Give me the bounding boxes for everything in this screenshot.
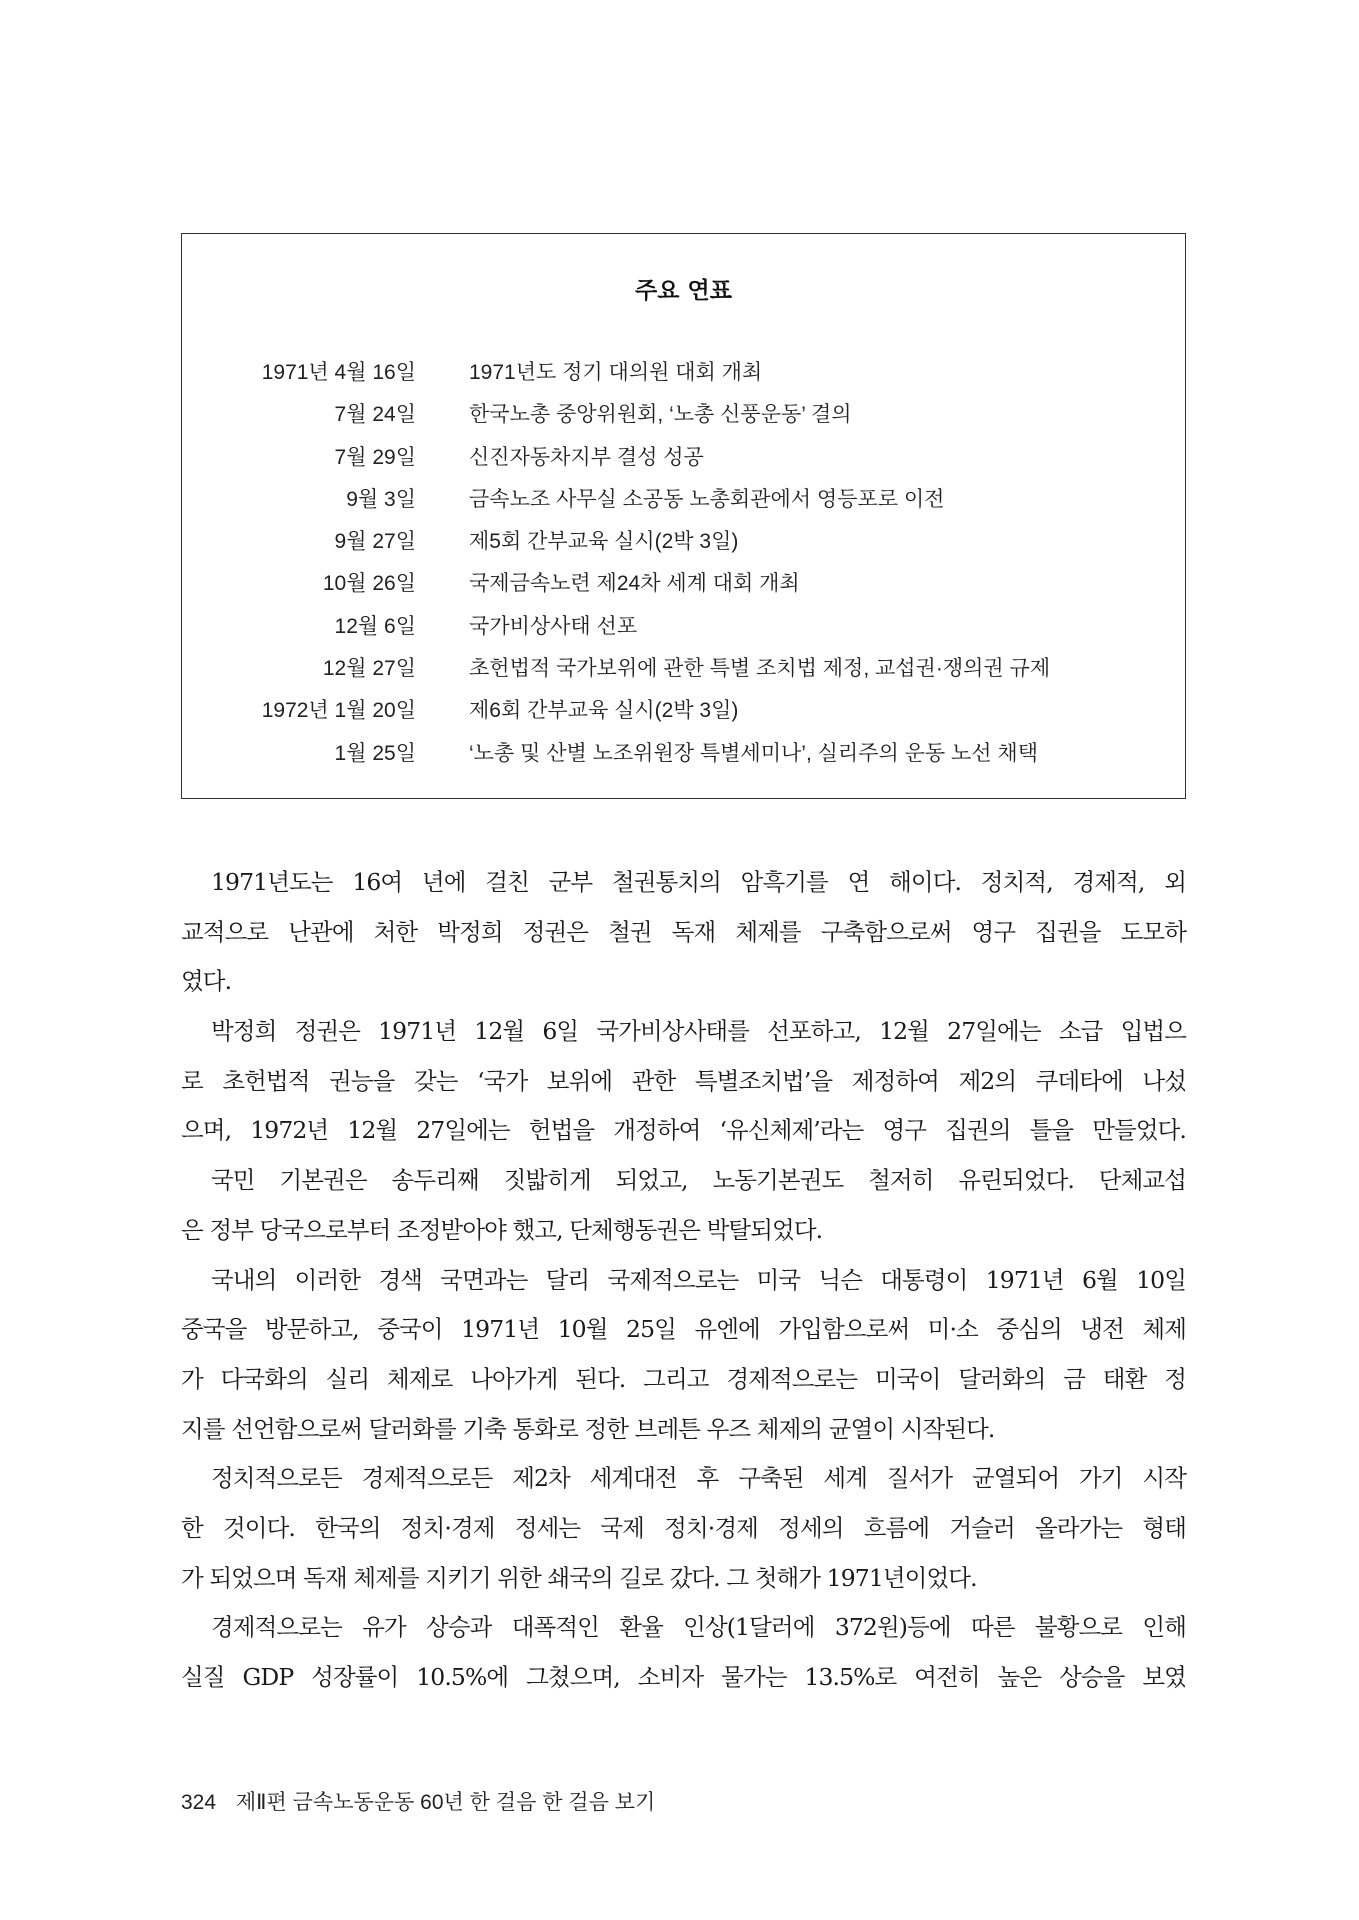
body-line: 가 되었으며 독재 체제를 지키기 위한 쇄국의 길로 갔다. 그 첫해가 1971년이었다.: [181, 1563, 977, 1592]
body-line: 한 것이다. 한국의 정치·경제 정세는 국제 정치·경제 정세의 흐름에 거슬러 올라가는 형태: [181, 1513, 1186, 1542]
body-line: 교적으로 난관에 처한 박정희 정권은 철권 독재 체제를 구축함으로써 영구 집권을 도모하: [181, 917, 1186, 946]
timeline-row: [182, 483, 1185, 525]
timeline-event: 국가비상사태 선포: [469, 614, 638, 638]
body-line: 국내의 이러한 경색 국면과는 달리 국제적으로는 미국 닉슨 대통령이 1971년 6월 10일: [211, 1265, 1186, 1294]
timeline-list: [182, 356, 1185, 779]
body-text: [181, 858, 1186, 1703]
timeline-event: 국제금속노련 제24차 세계 대회 개최: [469, 572, 800, 596]
timeline-row: [182, 567, 1185, 609]
timeline-date: 7월 24일: [334, 403, 416, 427]
timeline-date: 1971년 4월 16일: [261, 361, 416, 384]
timeline-event: 1971년도 정기 대의원 대회 개최: [469, 361, 763, 384]
timeline-event: 제5회 간부교육 실시(2박 3일): [469, 530, 739, 554]
body-line: 중국을 방문하고, 중국이 1971년 10월 25일 유엔에 가입함으로써 미·소 중심의 냉전 체제: [181, 1315, 1186, 1344]
body-line: 였다.: [181, 967, 232, 996]
timeline-row: [182, 398, 1185, 440]
body-line: 실질 GDP 성장률이 10.5%에 그쳤으며, 소비자 물가는 13.5%로 여전히 높은 상승을 보였: [181, 1663, 1186, 1691]
body-line: 로 초헌법적 권능을 갖는 ‘국가 보위에 관한 특별조치법’을 제정하여 제2의 쿠데타에 나섰: [181, 1066, 1186, 1095]
timeline-box: [181, 233, 1186, 799]
timeline-row: [182, 441, 1185, 483]
timeline-row: [182, 737, 1185, 779]
body-line: 박정희 정권은 1971년 12월 6일 국가비상사태를 선포하고, 12월 27일에는 소급 입법으: [211, 1017, 1186, 1046]
body-line: 으며, 1972년 12월 27일에는 헌법을 개정하여 ‘유신체제’라는 영구 집권의 틀을 만들었다.: [181, 1116, 1186, 1145]
timeline-row: [182, 652, 1185, 694]
timeline-event: 제6회 간부교육 실시(2박 3일): [469, 699, 739, 723]
running-title: 제Ⅱ편 금속노동운동 60년 한 걸음 한 걸음 보기: [235, 1791, 656, 1814]
timeline-event: 금속노조 사무실 소공동 노총회관에서 영등포로 이전: [469, 487, 945, 511]
timeline-date: 1972년 1월 20일: [261, 699, 416, 723]
timeline-row: [182, 525, 1185, 567]
body-line: 정치적으로든 경제적으로든 제2차 세계대전 후 구축된 세계 질서가 균열되어 가기 시작: [211, 1464, 1186, 1493]
timeline-title: 주요 연표: [635, 278, 732, 304]
timeline-event: 신진자동차지부 결성 성공: [469, 445, 704, 469]
body-line: 국민 기본권은 송두리째 짓밟히게 되었고, 노동기본권도 철저히 유린되었다. 단체교섭: [211, 1166, 1186, 1195]
timeline-date: 7월 29일: [334, 445, 416, 469]
timeline-date: 1월 25일: [334, 741, 416, 765]
body-line: 가 다국화의 실리 체제로 나아가게 된다. 그리고 경제적으로는 미국이 달러화의 금 태환 정: [181, 1364, 1186, 1393]
body-line: 은 정부 당국으로부터 조정받아야 했고, 단체행동권은 박탈되었다.: [181, 1215, 823, 1244]
body-line: 1971년도는 16여 년에 걸친 군부 철권통치의 암흑기를 연 해이다. 정치적, 경제적, 외: [211, 868, 1186, 896]
timeline-date: 10월 26일: [322, 572, 416, 596]
timeline-event: 초헌법적 국가보위에 관한 특별 조치법 제정, 교섭권·쟁의권 규제: [469, 657, 1051, 681]
timeline-row: [182, 356, 1185, 398]
timeline-date: 12월 6일: [334, 614, 416, 638]
page-number: 324: [181, 1791, 217, 1814]
page-footer: [181, 1786, 655, 1816]
timeline-event: ‘노총 및 산별 노조위원장 특별세미나’, 실리주의 운동 노선 채택: [469, 741, 1038, 765]
timeline-date: 9월 3일: [346, 487, 416, 511]
timeline-row: [182, 694, 1185, 736]
timeline-date: 12월 27일: [322, 657, 416, 681]
body-line: 지를 선언함으로써 달러화를 기축 통화로 정한 브레튼 우즈 체제의 균열이 시작된다.: [181, 1414, 995, 1443]
timeline-event: 한국노총 중앙위원회, ‘노총 신풍운동’ 결의: [469, 403, 852, 427]
body-line: 경제적으로는 유가 상승과 대폭적인 환율 인상(1달러에 372원)등에 따른 불황으로 인해: [211, 1613, 1186, 1642]
timeline-date: 9월 27일: [334, 530, 416, 554]
timeline-row: [182, 610, 1185, 652]
